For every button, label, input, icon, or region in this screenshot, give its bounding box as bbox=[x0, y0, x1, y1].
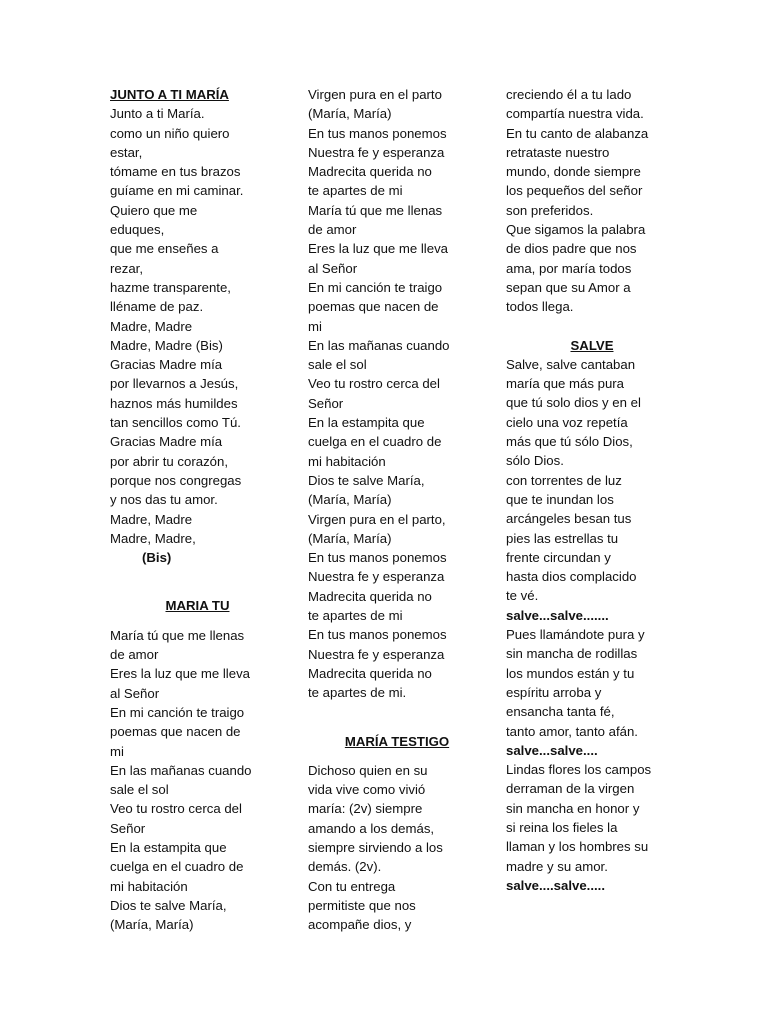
song-line: que te inundan los bbox=[506, 491, 614, 507]
song-line: creciendo él a tu lado bbox=[506, 87, 632, 102]
song-line: los pequeños del señor bbox=[506, 183, 643, 199]
song-line: llaman y los hombres su bbox=[506, 839, 649, 855]
song-line: En mi canción te traigo bbox=[110, 704, 245, 720]
song-line: sepan que su Amor a bbox=[506, 279, 631, 295]
song-line: mi bbox=[110, 743, 124, 759]
song-title: MARÍA TESTIGO bbox=[344, 733, 450, 749]
song-line: con torrentes de luz bbox=[506, 472, 622, 488]
song-line: (María, María) bbox=[308, 492, 392, 508]
song-line: Lindas flores los campos bbox=[506, 762, 652, 778]
song-line: Eres la luz que me lleva bbox=[110, 666, 251, 682]
song-line: En las mañanas cuando bbox=[308, 337, 450, 353]
song-line: En las mañanas cuando bbox=[110, 762, 252, 778]
song-line: los mundos están y tu bbox=[506, 665, 635, 681]
song-line: retrataste nuestro bbox=[506, 144, 610, 160]
song-line: de amor bbox=[308, 222, 357, 238]
song-line: sale el sol bbox=[308, 357, 367, 373]
song-line: Con tu entrega bbox=[308, 878, 396, 894]
song-line: derraman de la virgen bbox=[506, 781, 635, 797]
song-line: Veo tu rostro cerca del bbox=[308, 376, 440, 392]
song-line: más que tú sólo Dios, bbox=[506, 434, 633, 450]
song-line: En mi canción te traigo bbox=[308, 279, 443, 295]
column-1 bbox=[110, 85, 285, 934]
song-line: (María, María) bbox=[308, 530, 392, 546]
song-line: y nos das tu amor. bbox=[110, 492, 218, 508]
song-line: te vé. bbox=[506, 588, 539, 604]
column-3 bbox=[506, 85, 678, 895]
song-line: Madrecita querida no bbox=[308, 665, 432, 681]
song-line: te apartes de mi bbox=[308, 608, 403, 624]
song-line: que tú solo dios y en el bbox=[506, 395, 641, 411]
song-line: mi bbox=[308, 318, 322, 334]
song-line: Madre, Madre, bbox=[110, 530, 196, 546]
song-line: En la estampita que bbox=[308, 415, 425, 431]
song-line: Eres la luz que me lleva bbox=[308, 241, 449, 257]
song-title: JUNTO A TI MARÍA bbox=[110, 87, 229, 102]
song-line: (María, María) bbox=[308, 106, 392, 122]
song-line: eduques, bbox=[110, 222, 165, 238]
song-line: compartía nuestra vida. bbox=[506, 106, 644, 122]
song-line: maría que más pura bbox=[506, 376, 625, 392]
song-line: si reina los fieles la bbox=[506, 819, 618, 835]
song-line: hazme transparente, bbox=[110, 279, 231, 295]
song-line: cielo una voz repetía bbox=[506, 414, 628, 430]
song-line: Madre, Madre bbox=[110, 511, 193, 527]
song-line: sin mancha en honor y bbox=[506, 800, 640, 816]
song-line: porque nos congregas bbox=[110, 472, 242, 488]
song-line: madre y su amor. bbox=[506, 858, 608, 874]
song-line: espíritu arroba y bbox=[506, 684, 602, 700]
song-line: Madrecita querida no bbox=[308, 588, 432, 604]
song-line: tan sencillos como Tú. bbox=[110, 415, 241, 431]
song-line: Madre, Madre bbox=[110, 318, 193, 334]
song-line: Virgen pura en el parto bbox=[308, 87, 442, 102]
song-line: sale el sol bbox=[110, 782, 169, 798]
song-line: mi habitación bbox=[308, 453, 386, 469]
song-title: SALVE bbox=[570, 337, 614, 353]
spacer bbox=[308, 703, 486, 732]
song-line: (María, María) bbox=[110, 917, 194, 933]
song-line: En tus manos ponemos bbox=[308, 627, 447, 643]
spacer bbox=[110, 616, 285, 626]
song-line: acompañe dios, y bbox=[308, 917, 412, 933]
song-line: demás. (2v). bbox=[308, 859, 382, 875]
song-line: poemas que nacen de bbox=[110, 724, 241, 740]
song-line: En tus manos ponemos bbox=[308, 125, 447, 141]
refrain-line: salve....salve..... bbox=[506, 877, 605, 893]
song-line: que me enseñes a bbox=[110, 241, 219, 257]
song-line: tómame en tus brazos bbox=[110, 164, 241, 180]
song-line: rezar, bbox=[110, 260, 143, 276]
song-line: tanto amor, tanto afán. bbox=[506, 723, 638, 739]
song-line: te apartes de mi. bbox=[308, 685, 407, 701]
song-line: Veo tu rostro cerca del bbox=[110, 801, 242, 817]
song-line: arcángeles besan tus bbox=[506, 511, 632, 527]
song-line: Nuestra fe y esperanza bbox=[308, 646, 445, 662]
song-line: Virgen pura en el parto, bbox=[308, 511, 446, 527]
song-line: sólo Dios. bbox=[506, 453, 564, 469]
refrain-line: salve...salve....... bbox=[506, 607, 609, 623]
song-line: al Señor bbox=[308, 260, 358, 276]
song-line: al Señor bbox=[110, 685, 160, 701]
song-line: te apartes de mi bbox=[308, 183, 403, 199]
song-line: Junto a ti María. bbox=[110, 106, 205, 122]
song-line: Dios te salve María, bbox=[110, 897, 227, 913]
song-line: Salve, salve cantaban bbox=[506, 356, 636, 372]
song-line: estar, bbox=[110, 144, 143, 160]
song-line: permitiste que nos bbox=[308, 897, 416, 913]
song-line: Dichoso quien en su bbox=[308, 762, 428, 778]
song-line: poemas que nacen de bbox=[308, 299, 439, 315]
song-line: Madre, Madre (Bis) bbox=[110, 337, 223, 353]
song-line: haznos más humildes bbox=[110, 395, 238, 411]
song-line: En tu canto de alabanza bbox=[506, 125, 649, 141]
song-line: maría: (2v) siempre bbox=[308, 801, 423, 817]
column-2 bbox=[308, 85, 486, 934]
song-title: MARIA TU bbox=[165, 598, 230, 614]
song-line: En tus manos ponemos bbox=[308, 550, 447, 566]
song-line: todos llega. bbox=[506, 299, 574, 315]
song-line: Pues llamándote pura y bbox=[506, 627, 645, 643]
song-line: Que sigamos la palabra bbox=[506, 222, 646, 238]
song-line: mundo, donde siempre bbox=[506, 164, 641, 180]
song-line: Señor bbox=[308, 395, 344, 411]
song-line: En la estampita que bbox=[110, 839, 227, 855]
song-line: cuelga en el cuadro de bbox=[110, 859, 244, 875]
song-line: pies las estrellas tu bbox=[506, 530, 619, 546]
song-line: Gracias Madre mía bbox=[110, 434, 223, 450]
refrain-line: salve...salve.... bbox=[506, 742, 598, 758]
song-line: lléname de paz. bbox=[110, 299, 204, 315]
spacer bbox=[110, 567, 285, 596]
song-line: Nuestra fe y esperanza bbox=[308, 569, 445, 585]
song-line: por abrir tu corazón, bbox=[110, 453, 229, 469]
song-line: vida vive como vivió bbox=[308, 782, 426, 798]
song-line: María tú que me llenas bbox=[110, 627, 245, 643]
song-line: hasta dios complacido bbox=[506, 569, 637, 585]
song-line: Quiero que me bbox=[110, 202, 198, 218]
song-line: Madrecita querida no bbox=[308, 164, 432, 180]
song-line: son preferidos. bbox=[506, 202, 594, 218]
song-line: mi habitación bbox=[110, 878, 188, 894]
song-line: siempre sirviendo a los bbox=[308, 839, 443, 855]
spacer bbox=[506, 317, 678, 336]
song-line: ensancha tanta fé, bbox=[506, 704, 615, 720]
song-line: ama, por maría todos bbox=[506, 260, 632, 276]
song-line: por llevarnos a Jesús, bbox=[110, 376, 239, 392]
song-line: Dios te salve María, bbox=[308, 472, 425, 488]
song-line: de dios padre que nos bbox=[506, 241, 637, 257]
song-line: Gracias Madre mía bbox=[110, 357, 223, 373]
song-line: María tú que me llenas bbox=[308, 202, 443, 218]
song-line: sin mancha de rodillas bbox=[506, 646, 638, 662]
song-line: Nuestra fe y esperanza bbox=[308, 144, 445, 160]
song-line: amando a los demás, bbox=[308, 820, 435, 836]
song-line: Señor bbox=[110, 820, 146, 836]
song-line: frente circundan y bbox=[506, 549, 611, 565]
song-line: de amor bbox=[110, 647, 159, 663]
song-line: como un niño quiero bbox=[110, 125, 230, 141]
song-line: cuelga en el cuadro de bbox=[308, 434, 442, 450]
song-line: guíame en mi caminar. bbox=[110, 183, 244, 199]
bis-marker: (Bis) bbox=[142, 550, 172, 566]
spacer bbox=[308, 751, 486, 761]
